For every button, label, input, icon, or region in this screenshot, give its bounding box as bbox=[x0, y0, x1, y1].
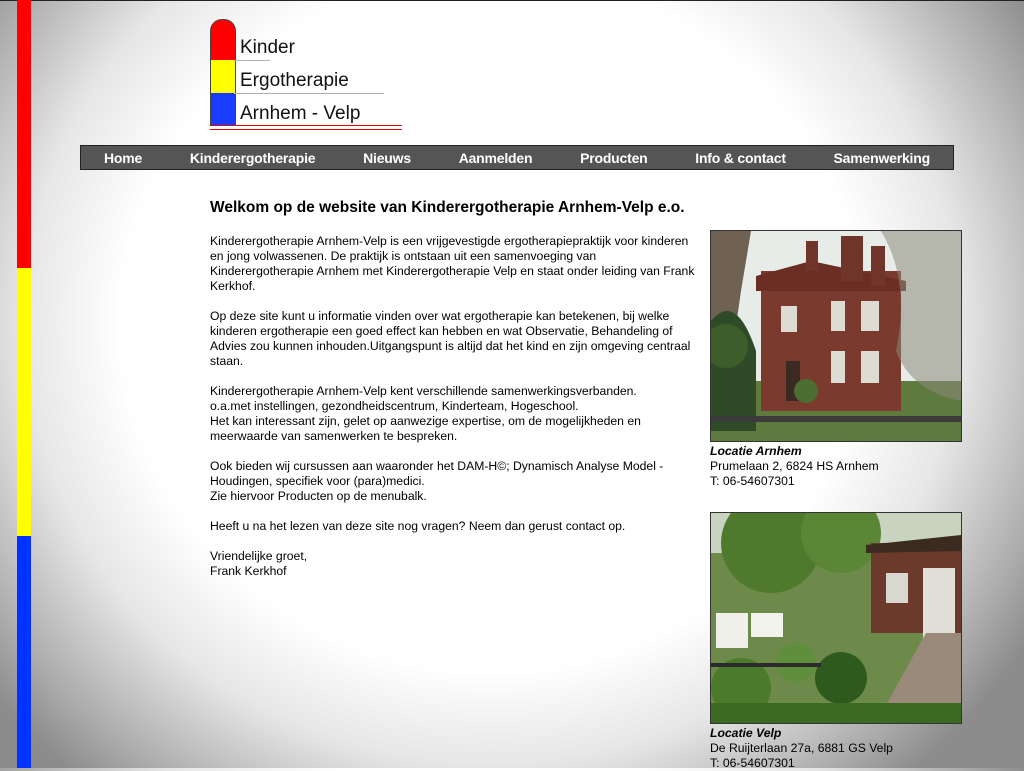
logo-bar-yellow bbox=[210, 60, 236, 93]
location-name: Locatie Arnhem bbox=[710, 444, 802, 458]
questions-paragraph: Heeft u na het lezen van deze site nog vragen? Neem dan gerust contact op. bbox=[210, 519, 626, 533]
page-title: Welkom op de website van Kinderergotherapie Arnhem-Velp e.o. bbox=[210, 199, 685, 216]
logo-text-line1: Kinder bbox=[240, 37, 295, 58]
logo-divider bbox=[234, 60, 270, 61]
logo-text-line3: Arnhem - Velp bbox=[240, 103, 361, 124]
photo-arnhem bbox=[710, 230, 962, 442]
logo-text-line2: Ergotherapie bbox=[240, 70, 349, 91]
info-paragraph: Op deze site kunt u informatie vinden over wat ergotherapie kan betekenen, bij welke kinderen ergotherapie een goed effect kan hebben en wat Observatie, Behandeling of Advies zou kunnen inhouden.Uitgangspunt is altijd dat het kind en zijn omgeving centraal staan. bbox=[210, 309, 691, 368]
greeting-line: Vriendelijke groet, bbox=[210, 549, 308, 563]
nav-info-contact[interactable]: Info & contact bbox=[695, 149, 786, 166]
logo-bar-red bbox=[210, 19, 236, 61]
nav-home[interactable]: Home bbox=[104, 149, 143, 166]
location-velp bbox=[710, 512, 962, 771]
nav-samenwerking[interactable]: Samenwerking bbox=[833, 149, 930, 166]
site-logo[interactable] bbox=[210, 18, 406, 134]
signature-name: Frank Kerkhof bbox=[210, 564, 287, 578]
location-address: Prumelaan 2, 6824 HS Arnhem bbox=[710, 459, 879, 473]
location-phone: T: 06-54607301 bbox=[710, 756, 795, 770]
courses-line: Zie hiervoor Producten op de menubalk. bbox=[210, 489, 427, 503]
nav-nieuws[interactable]: Nieuws bbox=[363, 149, 411, 166]
intro-paragraph: Kinderergotherapie Arnhem-Velp is een vrijgevestigde ergotherapiepraktijk voor kinderen en jong volwassenen. De praktijk is ontstaan uit een samenvoeging van Kinderergotherapie Arnhem met Kinderergotherapie Velp en staat onder leiding van Frank Kerkhof. bbox=[210, 234, 695, 293]
cooperation-paragraph bbox=[210, 384, 698, 444]
cooperation-line: Kinderergotherapie Arnhem-Velp kent verschillende samenwerkingsverbanden. bbox=[210, 384, 637, 398]
logo-bar-blue bbox=[210, 93, 236, 126]
logo-divider bbox=[234, 93, 384, 94]
logo-underline bbox=[210, 125, 402, 126]
nav-producten[interactable]: Producten bbox=[580, 149, 648, 166]
main-menu bbox=[80, 145, 954, 170]
location-address: De Ruijterlaan 27a, 6881 GS Velp bbox=[710, 741, 893, 755]
location-name: Locatie Velp bbox=[710, 726, 782, 740]
location-phone: T: 06-54607301 bbox=[710, 474, 795, 488]
photo-velp bbox=[710, 512, 962, 724]
left-color-stripe bbox=[17, 0, 31, 768]
house-photo-icon bbox=[711, 231, 961, 441]
courses-line: Ook bieden wij cursussen aan waaronder het DAM-H©; Dynamisch Analyse Model - Houdingen, specifiek voor (para)medici. bbox=[210, 459, 664, 488]
greeting bbox=[210, 549, 698, 579]
cooperation-line: Het kan interessant zijn, gelet op aanwezige expertise, om de mogelijkheden en meerwaarde van samenwerken te bespreken. bbox=[210, 414, 641, 443]
main-content bbox=[210, 199, 698, 594]
nav-kinderergotherapie[interactable]: Kinderergotherapie bbox=[189, 149, 316, 166]
top-border bbox=[0, 0, 1024, 1]
cooperation-line: o.a.met instellingen, gezondheidscentrum, Kinderteam, Hogeschool. bbox=[210, 399, 579, 413]
location-arnhem bbox=[710, 230, 962, 489]
nav-aanmelden[interactable]: Aanmelden bbox=[458, 149, 533, 166]
stripe-blue bbox=[17, 536, 31, 768]
garden-photo-icon bbox=[711, 513, 961, 723]
stripe-red bbox=[17, 0, 31, 268]
stripe-yellow bbox=[17, 268, 31, 536]
logo-underline bbox=[210, 129, 402, 130]
courses-paragraph bbox=[210, 459, 698, 504]
